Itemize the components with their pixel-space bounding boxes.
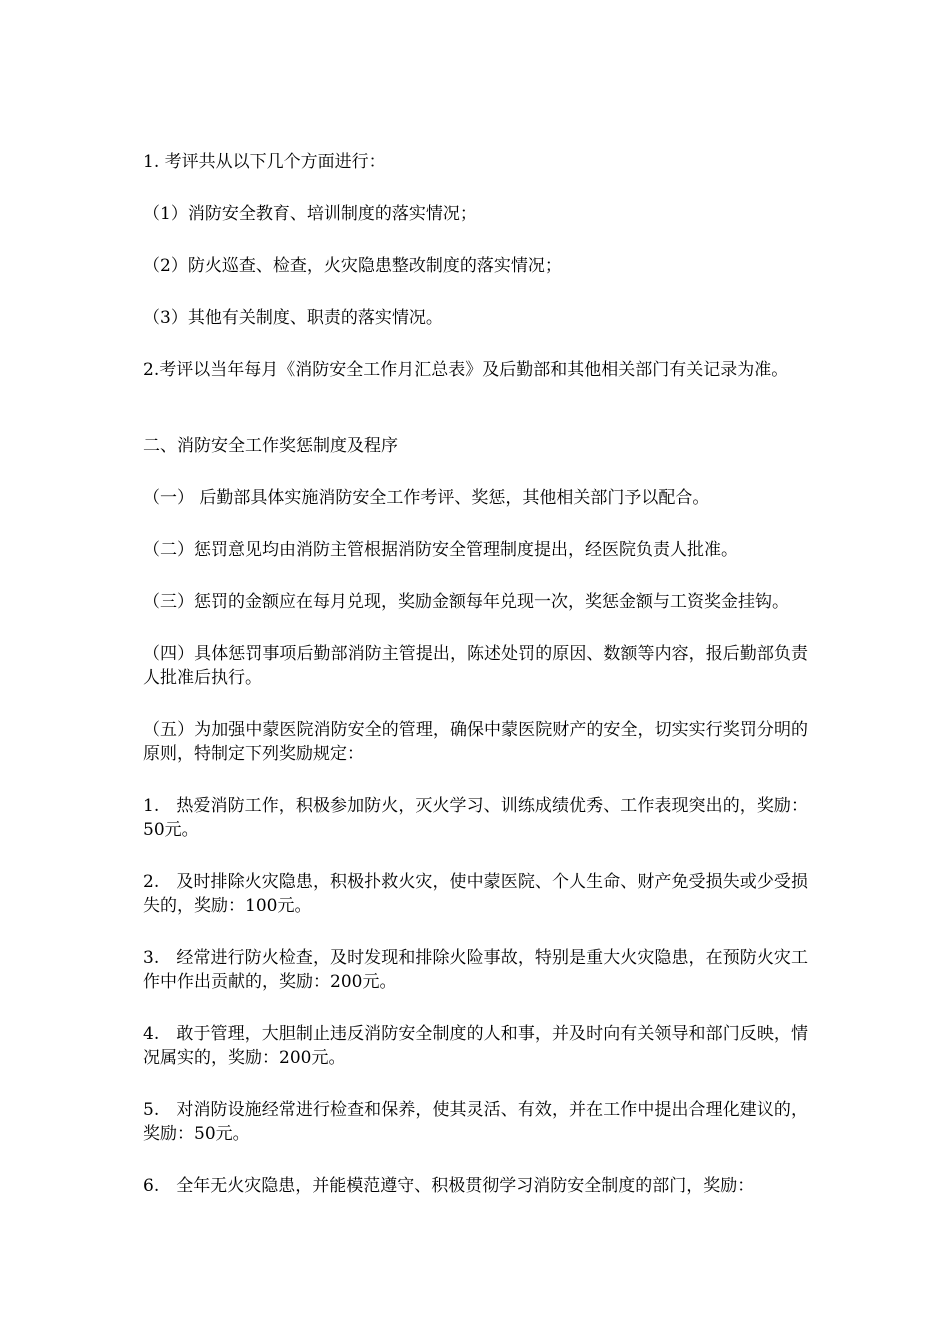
section-heading: 二、消防安全工作奖惩制度及程序	[143, 436, 398, 456]
assessment-basis: 2.考评以当年每月《消防安全工作月汇总表》及后勤部和其他相关部门有关记录为准。	[143, 360, 789, 380]
reward-item-6: 6. 全年无火灾隐患，并能模范遵守、积极贯彻学习消防安全制度的部门，奖励：	[143, 1176, 755, 1196]
reward-item-3: 3. 经常进行防火检查，及时发现和排除火险事故，特别是重大火灾隐患，在预防火灾工作中作出贡献的，奖励：200元。	[143, 948, 808, 992]
assessment-item-2: （2）防火巡查、检查，火灾隐患整改制度的落实情况；	[143, 256, 562, 276]
reward-item-4: 4. 敢于管理，大胆制止违反消防安全制度的人和事，并及时向有关领导和部门反映，情况属实的，奖励：200元。	[143, 1024, 808, 1068]
reward-item-1: 1. 热爱消防工作，积极参加防火，灭火学习、训练成绩优秀、工作表现突出的，奖励：50元。	[143, 796, 808, 840]
rule-5: （五）为加强中蒙医院消防安全的管理，确保中蒙医院财产的安全，切实实行奖罚分明的原则，特制定下列奖励规定：	[143, 720, 808, 764]
rule-2: （二）惩罚意见均由消防主管根据消防安全管理制度提出，经医院负责人批准。	[143, 540, 738, 560]
rule-4: （四）具体惩罚事项后勤部消防主管提出，陈述处罚的原因、数额等内容，报后勤部负责人批准后执行。	[143, 644, 808, 688]
reward-item-2: 2. 及时排除火灾隐患，积极扑救火灾，使中蒙医院、个人生命、财产免受损失或少受损失的，奖励：100元。	[143, 872, 808, 916]
reward-item-5: 5. 对消防设施经常进行检查和保养，使其灵活、有效，并在工作中提出合理化建议的，奖励：50元。	[143, 1100, 808, 1144]
assessment-item-3: （3）其他有关制度、职责的落实情况。	[143, 308, 443, 328]
rule-3: （三）惩罚的金额应在每月兑现，奖励金额每年兑现一次，奖惩金额与工资奖金挂钩。	[143, 592, 789, 612]
assessment-intro: 1. 考评共从以下几个方面进行：	[143, 152, 386, 172]
document-body	[143, 150, 808, 1226]
rule-1: （一） 后勤部具体实施消防安全工作考评、奖惩，其他相关部门予以配合。	[143, 488, 710, 508]
assessment-item-1: （1）消防安全教育、培训制度的落实情况；	[143, 204, 477, 224]
